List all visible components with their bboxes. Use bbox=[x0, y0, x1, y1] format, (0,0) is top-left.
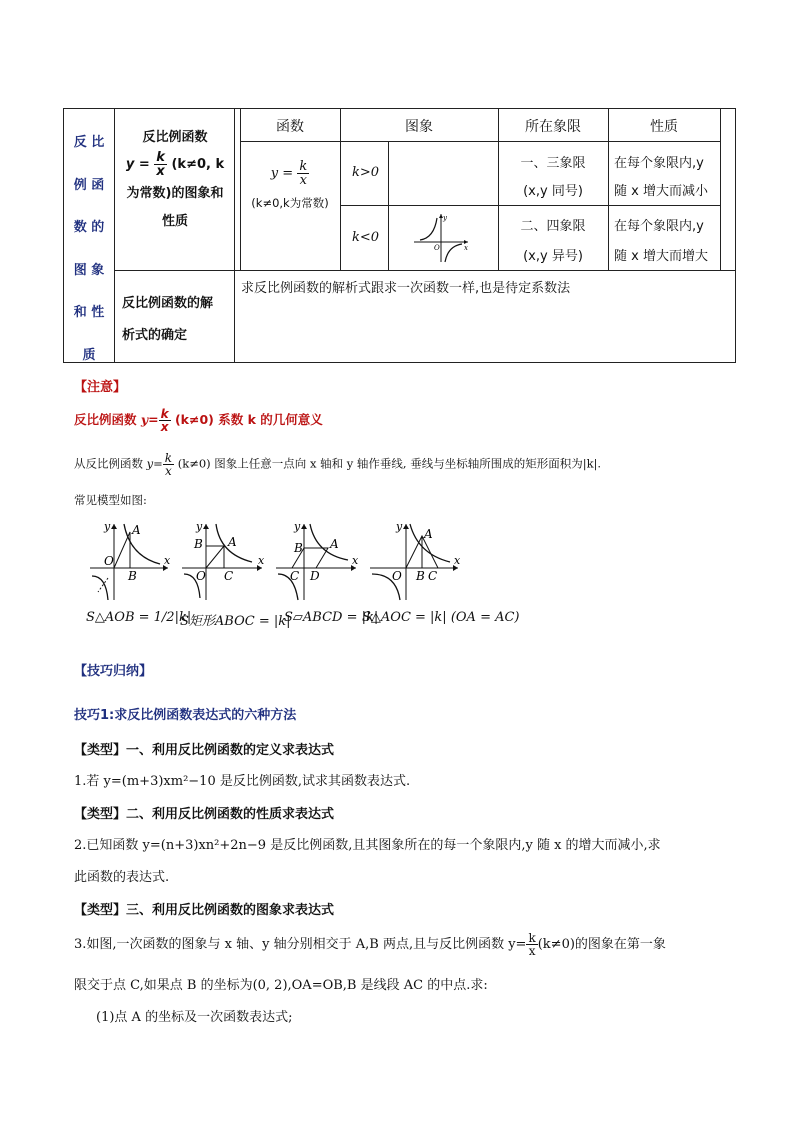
property-text: 在每个象限内,y bbox=[614, 156, 704, 171]
property-cell-positive bbox=[614, 150, 718, 206]
svg-text:B: B bbox=[194, 537, 203, 551]
property-text: 随 x 增大而减小 bbox=[614, 184, 708, 199]
svg-text:y: y bbox=[196, 520, 203, 533]
svg-text:C: C bbox=[290, 569, 300, 583]
row2-title-line: 反比例函数的解 bbox=[122, 296, 214, 311]
quadrant-cell-negative bbox=[498, 212, 608, 272]
left-header-line: 反 比 bbox=[73, 135, 105, 150]
left-header-line: 和 性 bbox=[73, 305, 105, 320]
question-2-line2: 此函数的表达式. bbox=[74, 870, 170, 885]
svg-text:O: O bbox=[104, 554, 114, 568]
property-text: 随 x 增大而增大 bbox=[614, 249, 708, 264]
svg-text:C: C bbox=[428, 569, 438, 583]
svg-text:B: B bbox=[416, 569, 425, 583]
row2-title-cell bbox=[122, 288, 232, 352]
note-line1: 反比例函数 y= $\frac{k}{x}$ (k≠0) 系数 k 的几何意义 bbox=[74, 407, 323, 434]
svg-text:x: x bbox=[464, 244, 468, 252]
svg-text:y: y bbox=[443, 214, 447, 222]
left-header bbox=[66, 122, 112, 377]
svg-text:D: D bbox=[310, 569, 320, 583]
skills-heading: 【技巧归纳】 bbox=[74, 664, 153, 679]
function-note: (k≠0,k为常数) bbox=[251, 196, 329, 210]
svg-text:x: x bbox=[454, 554, 461, 567]
svg-text:O: O bbox=[196, 569, 206, 583]
note-line2: 从反比例函数 y= $\frac{k}{x}$ (k≠0) 图象上任意一点向 x 轴和 y 轴作垂线, 垂线与坐标轴所围成的矩形面积为|k|. bbox=[74, 451, 602, 478]
row1-sub-line: 为常数)的图象和 bbox=[126, 186, 224, 201]
question-3-line1: 3.如图,一次函数的图象与 x 轴、y 轴分别相交于 A,B 两点,且与反比例函数 y= $\frac{k}{x}$ (k≠0)的图象在第一象 bbox=[74, 931, 666, 958]
col-header-quadrant: 所在象限 bbox=[525, 119, 581, 135]
question-1: 1.若 y=(m+3)xm²−10 是反比例函数,试求其函数表达式. bbox=[74, 774, 411, 789]
condition-k-positive: k>0 bbox=[352, 165, 380, 180]
type2-heading: 【类型】二、利用反比例函数的性质求表达式 bbox=[74, 807, 335, 822]
left-header-line: 图 象 bbox=[73, 262, 105, 278]
model-diagram-rectangle-aboc bbox=[178, 518, 268, 606]
model-label-1: S△AOB = 1/2|k| bbox=[86, 610, 192, 625]
svg-text:x: x bbox=[258, 554, 265, 567]
row1-formula-suffix: (k≠0, k bbox=[171, 157, 225, 172]
fraction-k-over-x: $\frac{k}{x}$ bbox=[156, 150, 165, 179]
col-header-function: 函数 bbox=[276, 119, 304, 135]
note-heading: 【注意】 bbox=[74, 380, 127, 395]
model-label-4: S△AOC = |k| (OA = AC) bbox=[362, 610, 520, 625]
quadrant-text: (x,y 异号) bbox=[523, 249, 583, 264]
question-3-sub1: (1)点 A 的坐标及一次函数表达式; bbox=[96, 1010, 293, 1025]
model-diagram-triangle-aob bbox=[84, 518, 174, 606]
quadrant-cell-positive bbox=[498, 150, 608, 206]
svg-text:C: C bbox=[224, 569, 234, 583]
left-header-line: 质 bbox=[82, 347, 96, 363]
svg-text:B: B bbox=[294, 541, 303, 555]
model-label-2: S矩形ABOC = |k| bbox=[180, 614, 291, 629]
question-3-line2: 限交于点 C,如果点 B 的坐标为(0, 2),OA=OB,B 是线段 AC 的中点.求: bbox=[74, 978, 488, 993]
row1-title: 反比例函数 bbox=[142, 130, 208, 145]
property-cell-negative bbox=[614, 212, 718, 272]
quadrant-text: (x,y 同号) bbox=[523, 184, 583, 199]
col-header-property: 性质 bbox=[650, 119, 678, 135]
svg-text:y: y bbox=[294, 520, 301, 533]
svg-text:A: A bbox=[132, 523, 141, 537]
svg-text:O: O bbox=[392, 569, 402, 583]
svg-text:A: A bbox=[424, 527, 433, 541]
row2-title-line: 析式的确定 bbox=[122, 328, 188, 343]
hyperbola-graph-k-negative bbox=[410, 210, 472, 266]
left-header-line: 例 函 bbox=[73, 177, 105, 193]
svg-text:y: y bbox=[104, 520, 111, 533]
left-header-line: 数 的 bbox=[73, 220, 105, 235]
row2-content: 求反比例函数的解析式跟求一次函数一样,也是待定系数法 bbox=[241, 281, 571, 296]
property-text: 在每个象限内,y bbox=[614, 219, 704, 234]
condition-k-negative: k<0 bbox=[352, 230, 380, 245]
row1-sub-line: 性质 bbox=[161, 214, 188, 229]
model-diagram-triangle-aoc bbox=[366, 518, 462, 606]
type3-heading: 【类型】三、利用反比例函数的图象求表达式 bbox=[74, 903, 335, 918]
row1-formula: y = $\frac{k}{x}$ (k≠0, k bbox=[125, 150, 225, 179]
svg-text:x: x bbox=[164, 554, 171, 567]
model-diagram-parallelogram-abcd bbox=[272, 518, 362, 606]
svg-text:x: x bbox=[352, 554, 359, 567]
function-formula: y = $\frac{k}{x}$ bbox=[270, 159, 308, 188]
svg-text:A: A bbox=[228, 535, 237, 549]
model-label-3: S▱ABCD = |k| bbox=[284, 610, 379, 625]
skill1-title: 技巧1:求反比例函数表达式的六种方法 bbox=[74, 708, 297, 723]
quadrant-text: 二、四象限 bbox=[520, 219, 586, 234]
quadrant-text: 一、三象限 bbox=[520, 156, 586, 171]
svg-text:B: B bbox=[128, 569, 137, 583]
function-cell bbox=[240, 160, 340, 211]
svg-text:A: A bbox=[330, 537, 339, 551]
question-2-line1: 2.已知函数 y=(n+3)xn²+2n−9 是反比例函数,且其图象所在的每一个象限内,y 随 x 的增大而减小,求 bbox=[74, 838, 661, 853]
type1-heading: 【类型】一、利用反比例函数的定义求表达式 bbox=[74, 743, 335, 758]
svg-text:O: O bbox=[434, 244, 440, 252]
row1-title-cell bbox=[116, 126, 234, 236]
note-line3: 常见模型如图: bbox=[74, 493, 147, 507]
col-header-graph: 图象 bbox=[405, 119, 433, 135]
row1-sub bbox=[116, 180, 234, 236]
svg-text:y: y bbox=[396, 520, 403, 533]
